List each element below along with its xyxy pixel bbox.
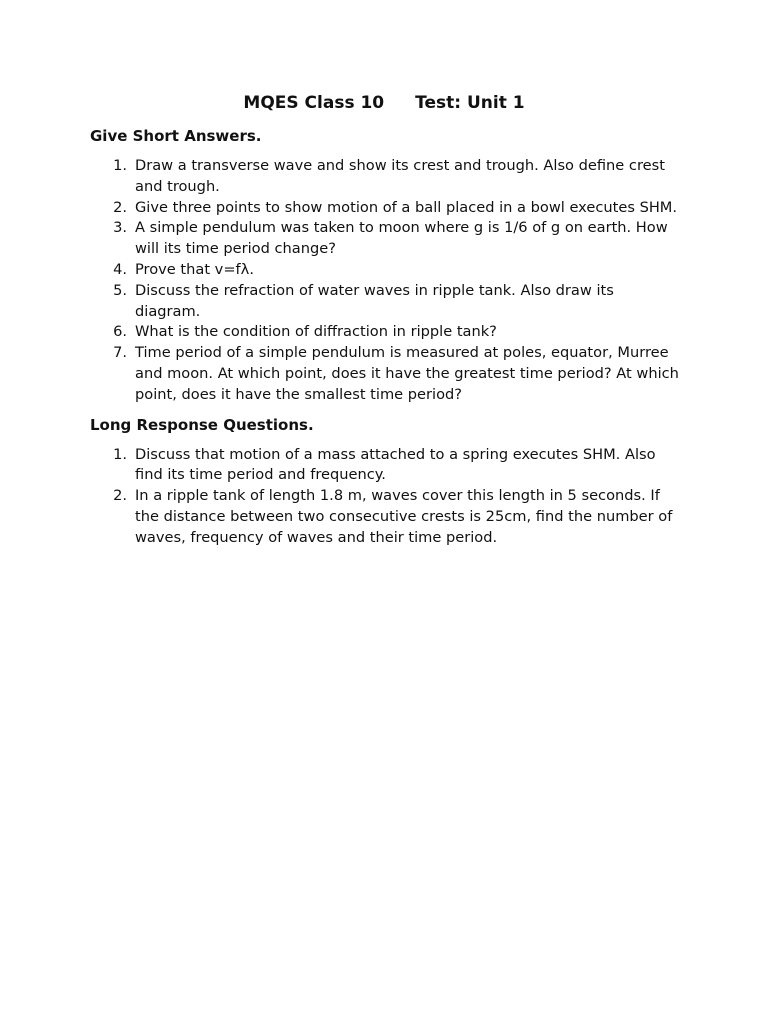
question-text: What is the condition of diffraction in ripple tank? [135, 323, 497, 341]
short-question-7 [90, 343, 678, 405]
question-text: Discuss the refraction of water waves in ripple tank. Also draw its diagram. [135, 281, 614, 320]
question-number: 7. [113, 344, 127, 362]
short-question-5 [90, 281, 678, 323]
page-title [90, 91, 678, 115]
short-question-3 [90, 218, 678, 260]
long-response-heading: Long Response Questions. [90, 415, 314, 434]
question-text: Prove that v=fλ. [135, 260, 254, 278]
short-answers-list [90, 156, 678, 406]
question-text: Discuss that motion of a mass attached to a spring executes SHM. Also find its time period and frequency. [135, 445, 656, 484]
question-text: Give three points to show motion of a ball placed in a bowl executes SHM. [135, 198, 678, 216]
short-question-2 [90, 198, 678, 219]
question-number: 4. [113, 260, 127, 278]
long-response-list [90, 445, 678, 549]
short-question-1 [90, 156, 678, 198]
question-number: 5. [113, 281, 127, 299]
long-question-1 [90, 445, 678, 487]
question-number: 2. [113, 198, 127, 216]
question-number: 1. [113, 157, 127, 174]
question-text: Time period of a simple pendulum is measured at poles, equator, Murree and moon. At which point, does it have the greatest time period? At which point, does it have the smallest time period? [135, 344, 679, 403]
short-question-4 [90, 260, 678, 281]
question-number: 2. [113, 487, 127, 505]
question-text: A simple pendulum was taken to moon where g is 1/6 of g on earth. How will its time period change? [135, 219, 668, 258]
class-title: MQES Class 10 [243, 93, 385, 113]
question-number: 1. [113, 445, 127, 463]
question-number: 6. [113, 323, 127, 341]
question-text: In a ripple tank of length 1.8 m, waves cover this length in 5 seconds. If the distance between two consecutive crests is 25cm, find the number of waves, frequency of waves and their time period. [135, 487, 673, 546]
long-question-2 [90, 486, 678, 548]
short-answers-heading: Give Short Answers. [90, 127, 262, 145]
question-text: Draw a transverse wave and show its crest and trough. Also define crest and trough. [135, 157, 665, 195]
question-number: 3. [113, 219, 127, 237]
short-question-6 [90, 322, 678, 343]
test-title: Test: Unit 1 [415, 93, 525, 113]
